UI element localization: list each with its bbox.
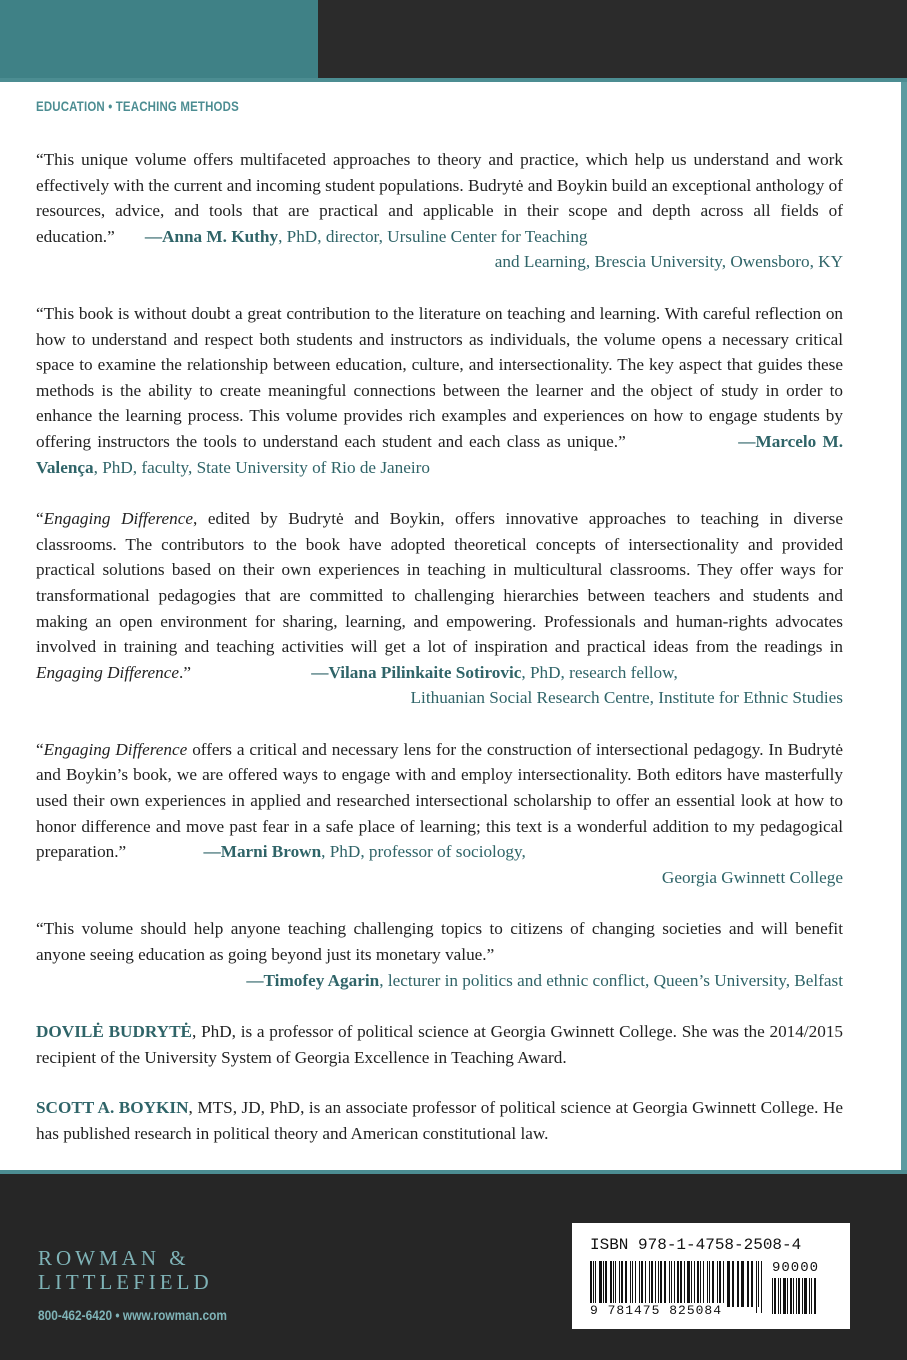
barcode-bar: [680, 1261, 682, 1307]
category-label: EDUCATION • TEACHING METHODS: [36, 98, 239, 114]
barcode-bar: [687, 1261, 689, 1307]
barcode-bar: [707, 1261, 708, 1307]
barcode-bar: [811, 1278, 812, 1314]
barcode-bar: [728, 1261, 730, 1307]
price-barcode-bars: [772, 1278, 834, 1315]
barcode-bar: [780, 1278, 781, 1314]
barcode-bar: [748, 1261, 749, 1307]
barcode-bar: [772, 1278, 773, 1314]
endorsement-quote: “Engaging Difference, edited by Budrytė and Boykin, offers innovative approaches to teaching in diverse classrooms. The contributors to the book have adopted theoretical concepts of intersectionality and provided practical solutions based on their own experiences in teaching in multicultural classrooms. They offer ways for transformational pedagogies that are committed to challenging hierarchies between teachers and students and making an open environment for sharing, learning, and empowering. Professionals and human-rights advocates involved in training and teaching activities will get a lot of inspiration and practical ideas from the readings in Engaging Difference.” —Vilana Pilinkaite Sotirovic, PhD, research fellow, Lithuanian Social Research Centre, Institute for Ethnic Studies: [36, 506, 843, 711]
barcode-bar: [669, 1261, 670, 1307]
barcode-bar: [737, 1261, 738, 1307]
barcode-bar: [593, 1261, 594, 1307]
quote-text: “This unique volume offers multifaceted approaches to theory and practice, which help us understand and work effectively with the current and incoming student populations. Budrytė and Boykin build an exceptional anthology of resources, advice, and tools that are practical and applicable in their scope and depth across all fields of education.”: [36, 150, 843, 246]
editor-name: DOVILĖ BUDRYTĖ: [36, 1022, 193, 1042]
endorser-name: —Marni Brown: [203, 842, 322, 862]
quote-text: “This volume should help anyone teaching challenging topics to citizens of changing societies and will benefit anyone seeing education as going beyond just its monetary value.”: [36, 919, 843, 965]
barcode-bar: [756, 1261, 757, 1313]
isbn-number: ISBN 978-1-4758-2508-4: [590, 1236, 802, 1254]
endorser-affiliation: , PhD, professor of sociology,: [321, 842, 526, 862]
publisher-line2: LITTLEFIELD: [38, 1270, 213, 1294]
barcode-bar: [798, 1278, 800, 1314]
barcode-bar: [697, 1261, 699, 1307]
barcode-bar: [712, 1261, 714, 1307]
editor-bio-text: , MTS, JD, PhD, is an associate professor of political science at Georgia Gwinnett College. He has published research in political theory and American constitutional law.: [36, 1098, 844, 1143]
quote-text: , edited by Budrytė and Boykin, offers innovative approaches to teaching in diverse classrooms. The contributors to the book have adopted theoretical concepts of intersectionality and provided practical solutions based on their own experiences in teaching in multicultural classrooms. They offer ways for transformational pedagogies that are committed to challenging hierarchies between teachers and students and making an open environment for sharing, learning, and empowering. Professionals and human-rights advocates involved in training and teaching activities will get a lot of inspiration and practical ideas from the readings in: [36, 509, 844, 657]
price-code: 90000: [772, 1260, 820, 1276]
barcode-bar: [660, 1261, 662, 1307]
barcode-bar: [747, 1261, 748, 1307]
barcode-bar: [787, 1278, 788, 1314]
barcode-bar: [751, 1261, 753, 1307]
book-title-italic: Engaging Difference: [43, 739, 188, 759]
book-title-italic: Engaging Difference: [36, 662, 180, 682]
editor-bio: [36, 1019, 843, 1070]
barcode-bar: [613, 1261, 614, 1307]
barcode-bar: [809, 1278, 810, 1314]
endorser-name: —Vilana Pilinkaite Sotirovic: [311, 662, 522, 682]
barcode-bar: [804, 1278, 807, 1314]
barcode-digits: 9 781475 825084: [590, 1303, 723, 1318]
barcode-bar: [658, 1261, 659, 1307]
endorser-name: —Timofey Agarin: [246, 970, 380, 990]
barcode-bar: [723, 1261, 724, 1307]
barcode-bar: [758, 1261, 760, 1307]
barcode-bar: [796, 1278, 797, 1314]
barcode-bar: [645, 1261, 646, 1307]
barcode-bar: [630, 1261, 631, 1307]
barcode-bar: [761, 1261, 762, 1313]
endorser-name: —Marcelo M. Valença: [36, 431, 844, 477]
endorser-affiliation-line: Georgia Gwinnett College: [661, 867, 843, 887]
barcode-bar: [664, 1261, 666, 1307]
editor-bio-text: , PhD, is a professor of political science at Georgia Gwinnett College. She was the 2014/2015 recipient of the University System of Georgia Excellence in Teaching Award.: [36, 1022, 844, 1067]
endorser-affiliation: , PhD, director, Ursuline Center for Teaching: [278, 226, 588, 246]
barcode-bar: [625, 1261, 627, 1307]
barcode-bar: [674, 1261, 675, 1307]
endorsement-quote: [36, 147, 843, 275]
endorser-affiliation: , lecturer in politics and ethnic conflict, Queen’s University, Belfast: [379, 970, 843, 990]
barcode-bar: [719, 1261, 721, 1307]
right-accent-line: [901, 82, 907, 1170]
barcode-bar: [632, 1261, 633, 1307]
quote-text: “This book is without doubt a great contribution to the literature on teaching and learning. With careful reflection on how to understand and respect both students and instructors as individuals, the volume opens a necessary critical space to examine the relationship between education, culture, and intersectionality. The key aspect that guides these methods is the ability to create meaningful connections between the learner and the object of study in order to enhance the learning process. This volume provides rich examples and experiences on how to engage students by offering instructors the tools to understand each student and each class as unique.”: [36, 303, 843, 451]
back-cover-content: [36, 147, 843, 1172]
barcode-bar: [619, 1261, 620, 1307]
quote-attribution: [145, 227, 588, 246]
publisher-line1: ROWMAN &: [38, 1246, 190, 1270]
barcode-bar: [603, 1261, 604, 1307]
quote-text: offers a critical and necessary lens for the construction of intersectional pedagogy. In Budrytė and Boykin’s book, we are offered ways to engage with and employ intersectionality. Both editors have masterfully used their own experiences in applied and researched intersectional scholarship to offer an essential look at how to honor difference and move past fear in a safe place of learning; this text is a wonderful addition to my pedagogical preparation.”: [36, 739, 843, 862]
book-title-italic: Engaging Difference: [43, 509, 193, 529]
barcode-bar: [732, 1261, 734, 1307]
barcode-bar: [814, 1278, 816, 1314]
barcode-bar: [694, 1261, 695, 1307]
barcode-bar: [741, 1261, 743, 1307]
barcode-bar: [738, 1261, 739, 1307]
barcode-bar: [599, 1261, 601, 1307]
top-accent-line: [0, 78, 907, 82]
barcode-bar: [790, 1278, 792, 1314]
endorser-affiliation: , PhD, faculty, State University of Rio de Janeiro: [93, 457, 430, 477]
barcode-bar: [615, 1261, 616, 1307]
barcode-bar: [605, 1261, 607, 1307]
quote-attribution: [311, 663, 677, 682]
isbn-barcode: [572, 1223, 850, 1329]
endorsement-quote: [36, 916, 843, 993]
editor-bio: [36, 1095, 843, 1146]
barcode-bar: [639, 1261, 640, 1307]
barcode-bar: [717, 1261, 718, 1307]
quote-attribution: [36, 968, 843, 994]
endorser-affiliation-line: and Learning, Brescia University, Owensboro, KY: [494, 252, 843, 272]
endorser-affiliation: , PhD, research fellow,: [521, 662, 678, 682]
barcode-bar: [802, 1278, 803, 1314]
barcode-bar: [651, 1261, 653, 1307]
top-dark-band: [318, 0, 907, 78]
barcode-bar: [610, 1261, 612, 1307]
barcode-bar: [700, 1261, 701, 1307]
barcode-bar: [778, 1278, 779, 1314]
barcode-bar: [655, 1261, 656, 1307]
barcode-bar: [649, 1261, 650, 1307]
barcode-bar: [621, 1261, 623, 1307]
barcode-bar: [703, 1261, 705, 1307]
endorsement-quote: “Engaging Difference offers a critical and necessary lens for the construction of intersectional pedagogy. In Budrytė and Boykin’s book, we are offered ways to engage with and employ intersectionality. Both editors have masterfully used their own experiences in applied and researched intersectional scholarship to offer an essential look at how to honor difference and move past fear in a safe place of learning; this text is a wonderful addition to my pedagogical preparation.” —Marni Brown, PhD, professor of sociology, Georgia Gwinnett College: [36, 737, 843, 891]
publisher-logo: [38, 1246, 213, 1294]
barcode-bar: [783, 1278, 786, 1314]
barcode-bar: [793, 1278, 794, 1314]
barcode-bar: [774, 1278, 776, 1314]
endorser-name: —Anna M. Kuthy: [144, 226, 279, 246]
barcode-bar: [671, 1261, 672, 1307]
quote-attribution: [204, 842, 526, 861]
barcode-bar: [635, 1261, 637, 1307]
barcode-bar: [641, 1261, 643, 1307]
publisher-contact: 800-462-6420 • www.rowman.com: [38, 1307, 227, 1323]
endorser-affiliation-line: Lithuanian Social Research Centre, Institute for Ethnic Studies: [410, 688, 843, 708]
barcode-bar: [727, 1261, 728, 1307]
top-teal-band: [0, 0, 318, 78]
quote-close: .”: [179, 662, 191, 682]
endorsement-quote: [36, 301, 843, 480]
barcode-bar: [709, 1261, 710, 1307]
editor-name: SCOTT A. BOYKIN: [36, 1098, 189, 1118]
barcode-bar: [691, 1261, 692, 1307]
